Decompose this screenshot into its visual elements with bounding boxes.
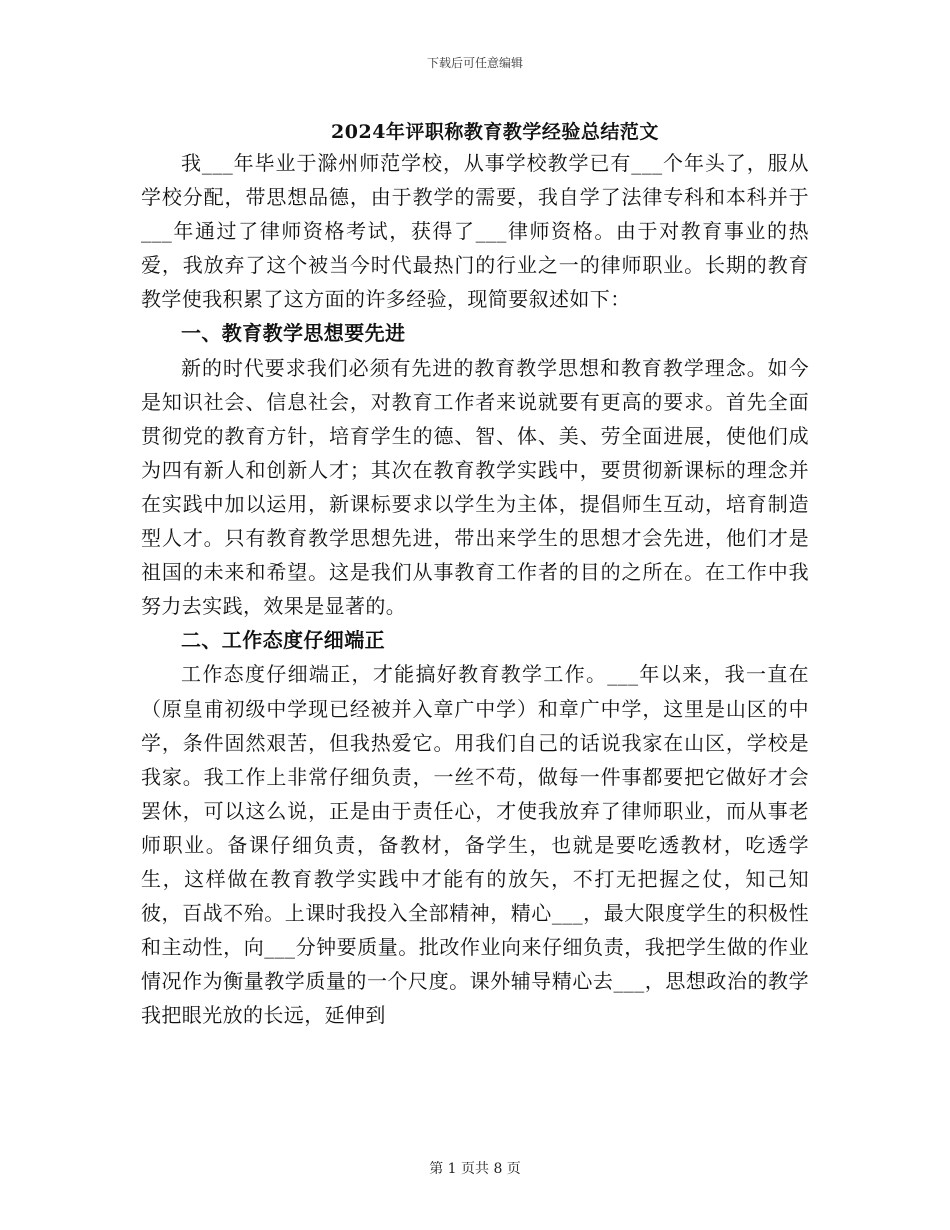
section-1-paragraph: 新的时代要求我们必须有先进的教育教学思想和教育教学理念。如今是知识社会、信息社会，对教育工作者来说就要有更高的要求。首先全面贯彻党的教育方针，培育学生的德、智、体、美、劳全面进展，使他们成为四有新人和创新人才；其次在教育教学实践中，要贯彻新课标的理念并在实践中加以运用，新课标要求以学生为主体，提倡师生互动，培育制造型人才。只有教育教学思想先进，带出来学生的思想才会先进，他们才是祖国的未来和希望。这是我们从事教育工作者的目的之所在。在工作中我努力去实践，效果是显著的。	[141, 355, 809, 619]
document-body	[141, 146, 809, 1032]
intro-paragraph: 我___年毕业于滁州师范学校，从事学校教学已有___个年头了，服从学校分配，带思想品德，由于教学的需要，我自学了法律专科和本科并于___年通过了律师资格考试，获得了___律师资格。由于对教育事业的热爱，我放弃了这个被当今时代最热门的行业之一的律师职业。长期的教育教学使我积累了这方面的许多经验，现简要叙述如下：	[141, 151, 809, 312]
header-note: 下载后可任意编辑	[426, 56, 523, 70]
section-1-heading: 一、教育教学思想要先进	[181, 321, 406, 346]
section-2-paragraph: 工作态度仔细端正，才能搞好教育教学工作。___年以来，我一直在（原皇甫初级中学现已经被并入章广中学）和章广中学，这里是山区的中学，条件固然艰苦，但我热爱它。用我们自己的话说我家在山区，学校是我家。我工作上非常仔细负责，一丝不苟，做每一件事都要把它做好才会罢休，可以这么说，正是由于责任心，才使我放弃了律师职业，而从事老师职业。备课仔细负责，备教材，备学生，也就是要吃透教材，吃透学生，这样做在教育教学实践中才能有的放矢，不打无把握之仗，知己知彼，百战不殆。上课时我投入全部精神，精心___，最大限度学生的积极性和主动性，向___分钟要质量。批改作业向来仔细负责，我把学生做的作业情况作为衡量教学质量的一个尺度。课外辅导精心去___，思想政治的教学我把眼光放的长远，延伸到	[141, 662, 809, 1028]
section-2-heading: 二、工作态度仔细端正	[181, 628, 385, 653]
document-title: 2024年评职称教育教学经验总结范文	[331, 121, 659, 143]
page-footer: 第 1 页共 8 页	[429, 1161, 521, 1177]
